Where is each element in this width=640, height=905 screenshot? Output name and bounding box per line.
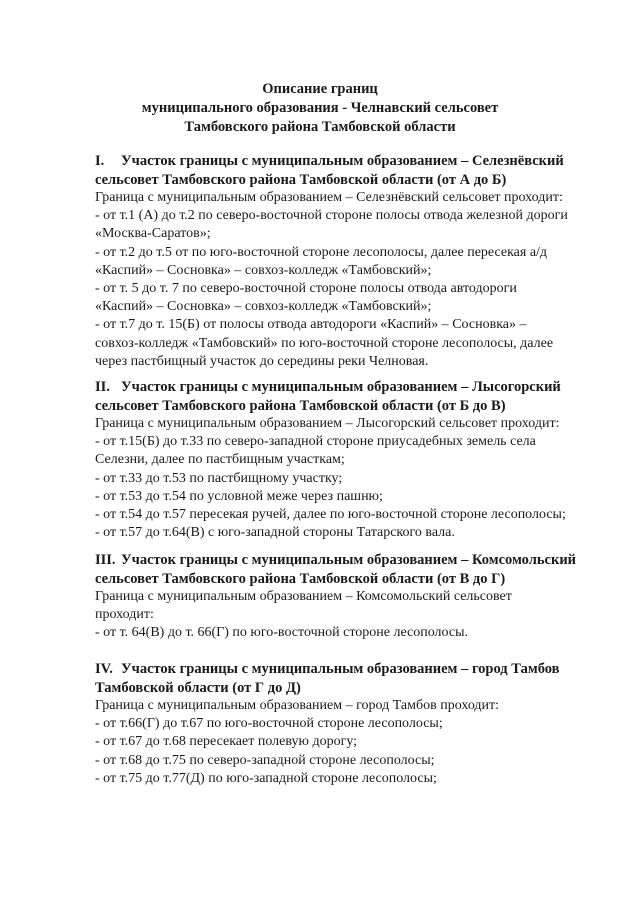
text-line: - от т.54 до т.57 пересекая ручей, далее по юго-восточной стороне лесополосы; <box>95 507 566 523</box>
title-line-2: муниципального образования - Челнавский сельсовет <box>141 100 499 116</box>
text-line: - от т.33 до т.53 по пастбищному участку; <box>95 470 343 486</box>
text-line: Граница с муниципальным образованием – Лысогорский сельсовет проходит: <box>95 416 560 431</box>
section-4 <box>95 660 625 788</box>
section-heading <box>95 660 625 679</box>
section-heading-line-1: Участок границы с муниципальным образованием – Комсомольский <box>121 552 577 568</box>
text-line: Селезни, далее по пастбищным участкам; <box>95 452 345 468</box>
section-heading-line-2: сельсовет Тамбовского района Тамбовской области (от Б до В) <box>95 397 506 414</box>
text-line: - от т.68 до т.75 по северо-западной стороне лесополосы; <box>95 752 435 768</box>
text-line: «Каспий» – Сосновка» – совхоз-колледж «Тамбовский»; <box>95 262 432 278</box>
text-line: - от т.66(Г) до т.67 по юго-восточной стороне лесополосы; <box>95 716 443 732</box>
text-line: - от т.1 (А) до т.2 по северо-восточной стороне полосы отвода железной дороги <box>95 208 568 224</box>
text-line: - от т.2 до т.5 от по юго-восточной стороне лесополосы, далее пересекая а/д <box>95 244 548 260</box>
section-heading <box>95 378 625 397</box>
text-line: - от т.15(Б) до т.33 по северо-западной стороне приусадебных земель села <box>95 434 536 450</box>
text-line: совхоз-колледж «Тамбовский» по юго-восточной стороне лесополосы, далее <box>95 335 554 351</box>
section-heading-line-2: Тамбовской области (от Г до Д) <box>95 679 301 696</box>
section-heading-line-1: Участок границы с муниципальным образованием – Селезнёвский <box>121 153 564 169</box>
text-line: - от т.75 до т.77(Д) по юго-западной стороне лесополосы; <box>95 770 437 786</box>
text-line: - от т. 5 до т. 7 по северо-восточной стороне полосы отвода автодороги <box>95 281 517 297</box>
section-1 <box>95 152 625 371</box>
text-line: через пастбищный участок до середины реки Челновая. <box>95 353 429 369</box>
section-numeral: IV. <box>95 661 113 677</box>
text-line: «Москва-Саратов»; <box>95 226 211 242</box>
section-heading-line-1: Участок границы с муниципальным образованием – Лысогорский <box>121 379 561 395</box>
title-line-1: Описание границ <box>262 81 378 97</box>
text-line: Граница с муниципальным образованием – Селезнёвский сельсовет проходит: <box>95 190 563 205</box>
section-numeral: III. <box>95 552 116 568</box>
section-numeral: II. <box>95 379 110 395</box>
section-heading-line-2: сельсовет Тамбовского района Тамбовской области (от А до Б) <box>95 171 507 188</box>
text-line: проходит: <box>95 607 154 623</box>
text-line: - от т.7 до т. 15(Б) от полосы отвода автодороги «Каспий» – Сосновка» – <box>95 317 527 333</box>
section-heading-line-1: Участок границы с муниципальным образованием – город Тамбов <box>121 661 560 677</box>
text-line: - от т.67 до т.68 пересекает полевую дорогу; <box>95 734 358 750</box>
text-line: - от т. 64(В) до т. 66(Г) по юго-восточной стороне лесополосы. <box>95 625 468 641</box>
section-3 <box>95 551 625 643</box>
text-line: «Каспий» – Сосновка» – совхоз-колледж «Тамбовский»; <box>95 299 432 315</box>
section-heading <box>95 152 625 171</box>
text-line: Граница с муниципальным образованием – город Тамбов проходит: <box>95 698 500 713</box>
text-line: - от т.53 до т.54 по условной меже через пашню; <box>95 488 383 504</box>
section-2 <box>95 378 625 542</box>
section-numeral: I. <box>95 153 105 169</box>
section-heading <box>95 551 625 570</box>
section-heading-line-2: сельсовет Тамбовского района Тамбовской области (от В до Г) <box>95 570 506 587</box>
document-title <box>0 80 640 137</box>
text-line: Граница с муниципальным образованием – Комсомольский сельсовет <box>95 589 512 604</box>
text-line: - от т.57 до т.64(В) с юго-западной стороны Татарского вала. <box>95 525 455 541</box>
title-line-3: Тамбовского района Тамбовской области <box>184 119 456 135</box>
